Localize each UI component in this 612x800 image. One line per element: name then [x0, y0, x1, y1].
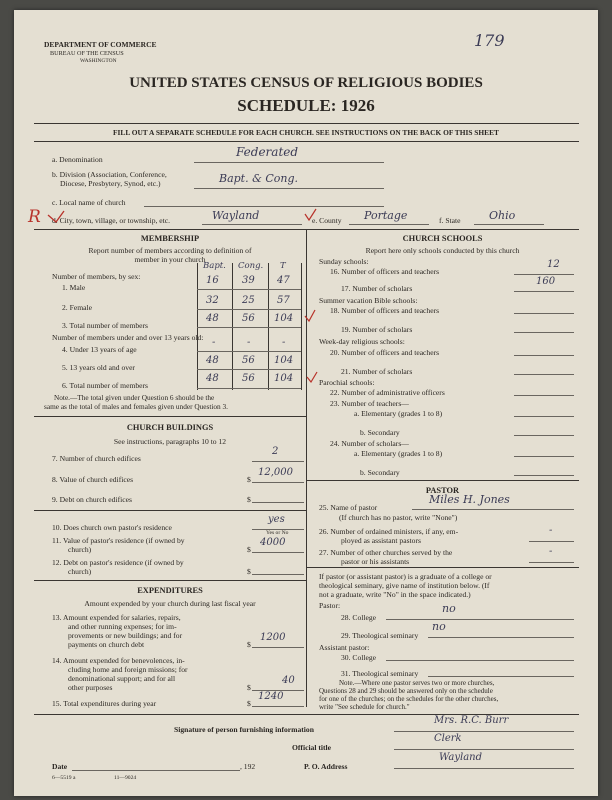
female-total: 57	[277, 295, 290, 306]
yes-no-hint: Yes or No	[266, 530, 289, 536]
pastor-note-1: Note.—Where one pastor serves two or more churches,	[339, 679, 495, 687]
residence-debt-label-2: church)	[68, 567, 92, 576]
q17-value: 160	[536, 276, 556, 287]
membership-intro-1: Report number of members according to definition of	[88, 246, 252, 255]
q27-label-1: 27. Number of other churches served by the	[319, 548, 453, 557]
form-title: UNITED STATES CENSUS OF RELIGIOUS BODIES	[129, 75, 483, 91]
q20-label: 20. Number of officers and teachers	[330, 348, 440, 357]
q14-line-1: 14. Amount expended for benevolences, in-	[52, 656, 185, 665]
q29-value: no	[432, 620, 446, 633]
sunday-schools-label: Sunday schools:	[319, 257, 369, 266]
q29-label: 29. Theological seminary	[341, 631, 419, 640]
q26-label-2: ployed as assistant pastors	[341, 536, 421, 545]
female-cong: 25	[242, 295, 255, 306]
dept-name: DEPARTMENT OF COMMERCE	[44, 40, 157, 49]
membership-row-label: 2. Female	[62, 303, 92, 312]
edifices-value: 2	[272, 446, 279, 457]
assistant-subheading: Assistant pastor:	[319, 643, 370, 652]
form-subtitle: SCHEDULE: 1926	[237, 96, 375, 115]
red-check-marks	[14, 10, 598, 796]
by-sex-label: Number of members, by sex:	[52, 272, 141, 281]
under13-bapt: -	[212, 337, 216, 348]
benevolences-value: 40	[282, 675, 295, 686]
bureau-name: BUREAU OF THE CENSUS	[50, 50, 124, 57]
graduate-note-1: If pastor (or assistant pastor) is a graduate of a college or	[319, 572, 492, 581]
residence-value: 4000	[260, 537, 286, 548]
residence-own-value: yes	[268, 514, 285, 525]
buildings-sub: See instructions, paragraphs 10 to 12	[113, 437, 227, 446]
q26-label-1: 26. Number of ordained ministers, if any, em-	[319, 527, 459, 536]
q13-line-3: provements or new buildings; and for	[68, 631, 183, 640]
signature-value: Mrs. R.C. Burr	[434, 715, 509, 726]
edifices-label: 7. Number of church edifices	[52, 454, 141, 463]
age-subheading: Number of members under and over 13 years old:	[52, 333, 204, 342]
pastor-note-3: for one of the churches; on the schedules for the other churches,	[319, 695, 499, 703]
over13-bapt: 48	[206, 355, 219, 366]
male-total: 47	[277, 275, 290, 286]
census-schedule-page	[14, 10, 598, 796]
q24b-label: b. Secondary	[360, 468, 400, 477]
pastor-heading: PASTOR	[425, 486, 460, 495]
membership-row-label: 6. Total number of members	[62, 381, 149, 390]
q27-value: -	[549, 546, 553, 557]
q22-label: 22. Number of administrative officers	[330, 388, 445, 397]
under13-total: -	[282, 337, 286, 348]
signature-label: Signature of person furnishing information	[174, 725, 314, 734]
edifice-value: 12,000	[258, 467, 293, 478]
total-expenditures-value: 1240	[258, 691, 284, 702]
print-code: 11—9024	[114, 775, 137, 781]
graduate-note-2: theological seminary, give name of institution below. (If	[319, 581, 490, 590]
q23-label: 23. Number of teachers—	[330, 399, 409, 408]
fill-instruction: FILL OUT A SEPARATE SCHEDULE FOR EACH CHURCH. SEE INSTRUCTIONS ON THE BACK OF THIS SHEET	[113, 128, 499, 137]
q21-label: 21. Number of scholars	[341, 367, 413, 376]
po-address-label: P. O. Address	[304, 762, 348, 771]
expenditures-sub: Amount expended by your church during last fiscal year	[84, 599, 256, 608]
county-value: Portage	[364, 209, 408, 222]
q19-label: 19. Number of scholars	[341, 325, 413, 334]
state-value: Ohio	[489, 209, 516, 222]
pastor-subheading: Pastor:	[319, 601, 341, 610]
under13-cong: -	[247, 337, 251, 348]
dollar-sign: $	[247, 567, 251, 576]
dollar-sign: $	[247, 545, 251, 554]
division-label-1: b. Division (Association, Conference,	[52, 170, 167, 179]
schools-heading: CHURCH SCHOOLS	[402, 234, 483, 243]
q14-line-3: denominational support; and for all	[68, 674, 176, 683]
membership-row-label: 5. 13 years old and over	[62, 363, 135, 372]
pastor-note-2: Questions 28 and 29 should be answered only on the schedule	[319, 687, 493, 695]
total-bapt: 48	[206, 313, 219, 324]
residence-debt-label-1: 12. Debt on pastor's residence (if owned by	[52, 558, 184, 567]
dollar-sign: $	[247, 495, 251, 504]
membership-intro-2: member in your church	[134, 255, 206, 264]
expenditures-heading: EXPENDITURES	[137, 586, 203, 595]
state-label: f. State	[439, 216, 461, 225]
q23b-label: b. Secondary	[360, 428, 400, 437]
denomination-value: Federated	[236, 145, 299, 159]
q24-label: 24. Number of scholars—	[330, 439, 409, 448]
graduate-note-3: not a graduate, write "No" in the space indicated.)	[319, 590, 471, 599]
po-address-value: Wayland	[439, 752, 483, 763]
division-value: Bapt. & Cong.	[219, 172, 299, 185]
q18-label: 18. Number of officers and teachers	[330, 306, 440, 315]
membership-note-2: same as the total of males and females given under Question 3.	[44, 402, 228, 411]
buildings-heading: CHURCH BUILDINGS	[126, 423, 214, 432]
official-title-value: Clerk	[434, 733, 462, 744]
dollar-sign: $	[247, 683, 251, 692]
q13-line-2: and other running expenses; for im-	[68, 622, 177, 631]
local-name-label: c. Local name of church	[52, 198, 126, 207]
residence-value-label-2: church)	[68, 545, 92, 554]
q13-line-4: payments on church debt	[68, 640, 145, 649]
q24a-label: a. Elementary (grades 1 to 8)	[354, 449, 443, 458]
col-header-cong: Cong.	[238, 261, 264, 271]
pastor-note-4: write "See schedule for church."	[319, 703, 410, 711]
pastor-name-value: Miles H. Jones	[429, 493, 510, 506]
serial-number: 179	[474, 31, 505, 50]
parochial-schools-label: Parochial schools:	[319, 378, 375, 387]
official-title-label: Official title	[292, 743, 332, 752]
q30-label: 30. College	[341, 653, 377, 662]
grand-bapt: 48	[206, 373, 219, 384]
q31-label: 31. Theological seminary	[341, 669, 419, 678]
q17-label: 17. Number of scholars	[341, 284, 413, 293]
edifice-value-label: 8. Value of church edifices	[52, 475, 134, 484]
total-expenditures-label: 15. Total expenditures during year	[52, 699, 157, 708]
dollar-sign: $	[247, 640, 251, 649]
membership-row-label: 3. Total number of members	[62, 321, 149, 330]
denomination-label: a. Denomination	[52, 155, 103, 164]
membership-heading: MEMBERSHIP	[140, 234, 200, 243]
q28-value: no	[442, 602, 456, 615]
over13-total: 104	[274, 355, 294, 366]
col-header-total: T	[280, 261, 286, 271]
col-header-bapt: Bapt.	[203, 261, 226, 271]
residence-value-label-1: 11. Value of pastor's residence (if owned by	[52, 536, 185, 545]
dollar-sign: $	[247, 475, 251, 484]
pastor-none-note: (If church has no pastor, write "None")	[339, 513, 458, 522]
county-label: e. County	[312, 216, 342, 225]
grand-total: 104	[274, 373, 294, 384]
total-cong: 56	[242, 313, 255, 324]
q16-label: 16. Number of officers and teachers	[330, 267, 440, 276]
q14-line-4: other purposes	[68, 683, 113, 692]
edifice-debt-label: 9. Debt on church edifices	[52, 495, 132, 504]
form-number: 6—5519 a	[52, 775, 76, 781]
q26-value: -	[549, 525, 553, 536]
red-r-mark: R	[28, 207, 41, 227]
q27-label-2: pastor or his assistants	[341, 557, 410, 566]
membership-note-1: Note.—The total given under Question 6 should be the	[54, 393, 215, 402]
pastor-name-label: 25. Name of pastor	[319, 503, 378, 512]
running-expenses-value: 1200	[260, 632, 286, 643]
date-label: Date	[52, 762, 68, 771]
membership-row-label: 1. Male	[62, 283, 86, 292]
q28-label: 28. College	[341, 613, 377, 622]
male-cong: 39	[242, 275, 255, 286]
membership-row-label: 4. Under 13 years of age	[62, 345, 137, 354]
dollar-sign: $	[247, 699, 251, 708]
grand-cong: 56	[242, 373, 255, 384]
male-bapt: 16	[206, 275, 219, 286]
residence-own-label: 10. Does church own pastor's residence	[52, 523, 172, 532]
summer-schools-label: Summer vacation Bible schools:	[319, 296, 418, 305]
city-label: d. City, town, village, or township, etc.	[52, 216, 171, 225]
schools-sub: Report here only schools conducted by this church	[365, 246, 520, 255]
city-value: Wayland	[212, 209, 260, 222]
weekday-schools-label: Week-day religious schools:	[319, 337, 405, 346]
female-bapt: 32	[206, 295, 219, 306]
date-year: , 192	[240, 762, 256, 771]
bureau-city: WASHINGTON	[80, 58, 117, 64]
over13-cong: 56	[242, 355, 255, 366]
q16-value: 12	[547, 259, 560, 270]
q14-line-2: cluding home and foreign missions; for	[68, 665, 188, 674]
q23a-label: a. Elementary (grades 1 to 8)	[354, 409, 443, 418]
total-total: 104	[274, 313, 294, 324]
q13-line-1: 13. Amount expended for salaries, repairs,	[52, 613, 181, 622]
division-label-2: Diocese, Presbytery, Synod, etc.)	[60, 179, 161, 188]
